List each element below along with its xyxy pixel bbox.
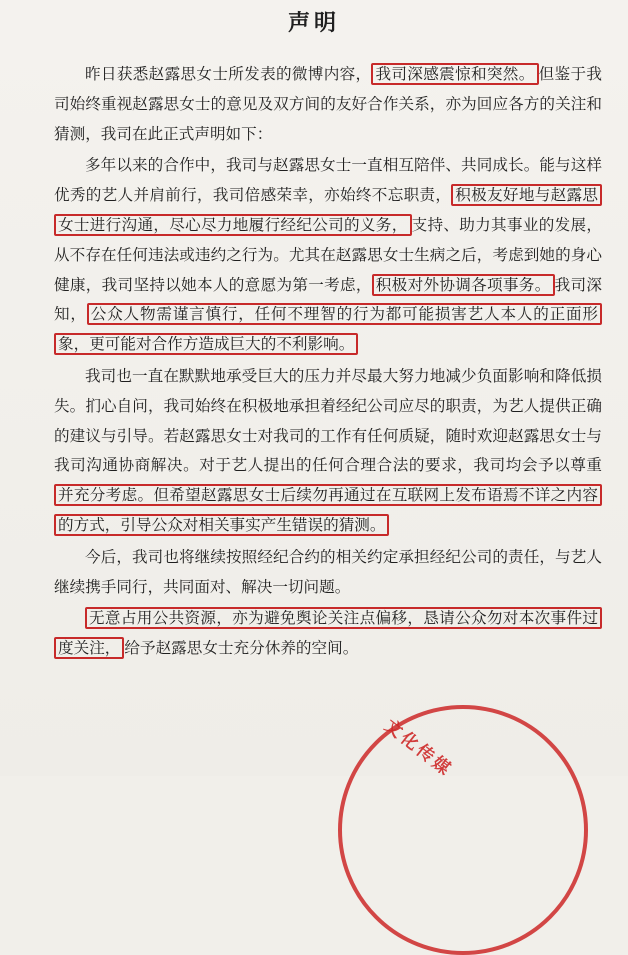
highlighted-phrase: 我司深感震惊和突然。 [371,63,538,85]
text-run: 但鉴于我司始终重视赵露思女士的意见及双方间的友好合作关系，亦为回应各方的关注和猜测，我司在此正式声明如下： [54,65,602,143]
highlighted-phrase: 积极友好地与赵露思女士进行沟通，尽心尽力地履行经纪公司的义务， [54,184,602,236]
paragraph-5 [54,604,602,664]
text-run: 支持、助力其事业的发展，从不存在任何违法或违约之行为。尤其在赵露思女士生病之后，考虑到她的身心健康，我司坚持以她本人的意愿为第一考虑， [54,215,602,294]
paragraph-2 [54,151,602,360]
text-run: 多年以来的合作中，我司与赵露思女士一直相互陪伴、共同成长。能与这样优秀的艺人并肩前行，我司倍感荣幸，亦始终不忘职责， [54,156,602,205]
document-body [54,60,602,666]
company-seal [338,705,588,955]
highlighted-phrase: 公众人物需谨言慎行，任何不理智的行为都可能损害艺人本人的正面形象，更可能对合作方造成巨大的不利影响。 [54,303,602,355]
seal-text: 文化传媒 [380,715,456,781]
highlighted-phrase: 无意占用公共资源，亦为避免舆论关注点偏移，恳请公众勿对本次事件过度关注， [54,607,602,659]
document-title: 声明 [287,10,340,36]
highlighted-phrase: 积极对外协调各项事务。 [372,274,555,296]
paragraph-3 [54,362,602,541]
text-run: 我司也一直在默默地承受巨大的压力并尽最大努力地减少负面影响和降低损失。扪心自问，我司始终在积极地承担着经纪公司应尽的职责，为艺人提供正确的建议与引导。若赵露思女士对我司的工作有任何质疑，随时欢迎赵露思女士与我司沟通协商解决。对于艺人提出的任何合理合法的要求，我司均会予以尊重 [54,366,602,475]
text-run: 昨日获悉赵露思女士所发表的微博内容， [85,65,372,83]
paragraph-4 [54,543,602,603]
text-run: 今后，我司也将继续按照经纪合约的相关约定承担经纪公司的责任，与艺人继续携手同行，共同面对、解决一切问题。 [54,547,602,596]
text-run: 给予赵露思女士充分休养的空间。 [124,639,359,658]
highlighted-phrase: 并充分考虑。但希望赵露思女士后续勿再通过在互联网上发布语焉不详之内容的方式，引导公众对相关事实产生错误的猜测。 [54,484,602,536]
paragraph-1 [54,60,602,149]
text-run: 我司深知， [54,275,602,324]
